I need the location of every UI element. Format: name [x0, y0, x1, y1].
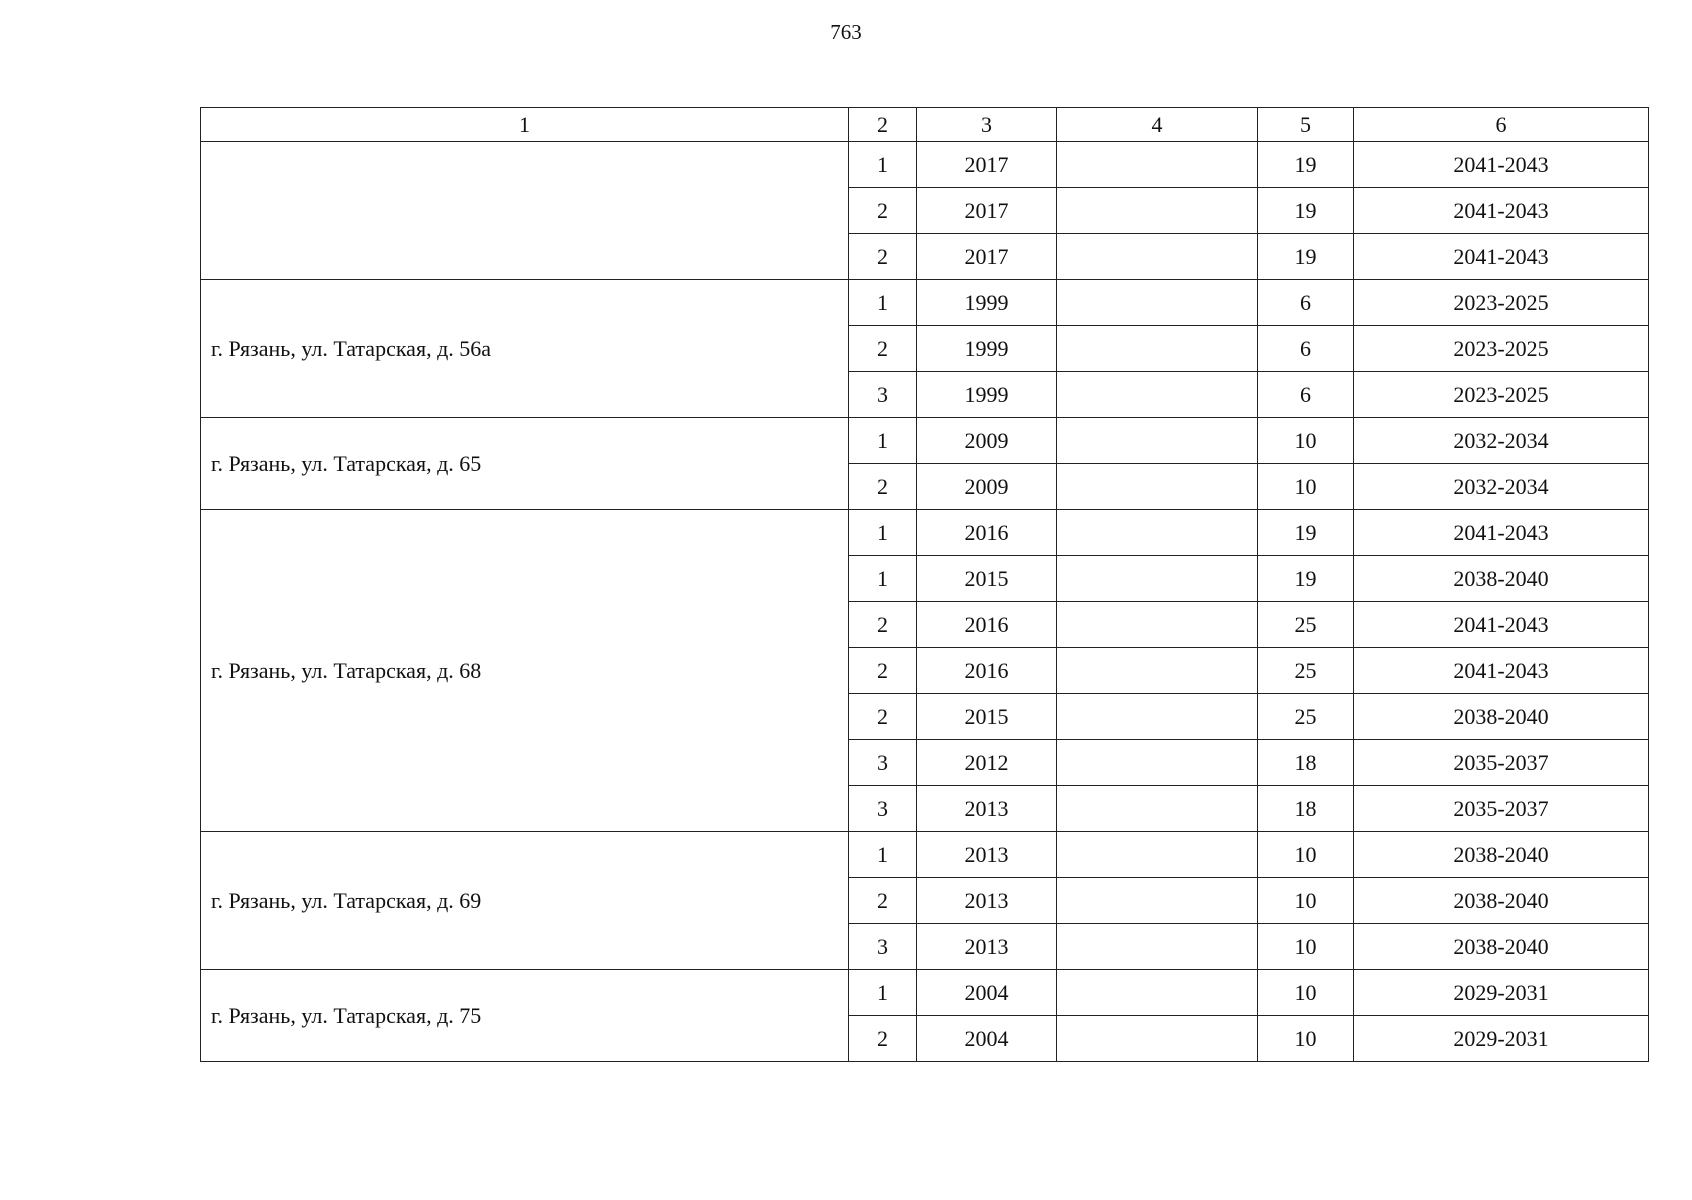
floor-cell: 1 — [849, 418, 917, 464]
value-cell: 19 — [1258, 188, 1354, 234]
year-cell: 2015 — [917, 556, 1057, 602]
year-cell: 2009 — [917, 464, 1057, 510]
period-cell: 2041-2043 — [1354, 142, 1649, 188]
year-cell: 2016 — [917, 602, 1057, 648]
period-cell: 2032-2034 — [1354, 464, 1649, 510]
col4-cell — [1057, 1016, 1258, 1062]
value-cell: 10 — [1258, 464, 1354, 510]
year-cell: 2004 — [917, 1016, 1057, 1062]
period-cell: 2035-2037 — [1354, 740, 1649, 786]
period-cell: 2038-2040 — [1354, 694, 1649, 740]
year-cell: 2013 — [917, 878, 1057, 924]
floor-cell: 3 — [849, 786, 917, 832]
table-row — [201, 832, 1649, 878]
year-cell: 1999 — [917, 326, 1057, 372]
column-header-1: 1 — [201, 108, 849, 142]
value-cell: 10 — [1258, 878, 1354, 924]
value-cell: 25 — [1258, 602, 1354, 648]
value-cell: 10 — [1258, 418, 1354, 464]
year-cell: 2016 — [917, 510, 1057, 556]
col4-cell — [1057, 970, 1258, 1016]
value-cell: 10 — [1258, 924, 1354, 970]
floor-cell: 1 — [849, 142, 917, 188]
value-cell: 19 — [1258, 510, 1354, 556]
address-cell: г. Рязань, ул. Татарская, д. 65 — [201, 418, 849, 510]
col4-cell — [1057, 556, 1258, 602]
period-cell: 2023-2025 — [1354, 326, 1649, 372]
floor-cell: 3 — [849, 372, 917, 418]
table-row — [201, 142, 1649, 188]
col4-cell — [1057, 878, 1258, 924]
year-cell: 1999 — [917, 372, 1057, 418]
col4-cell — [1057, 832, 1258, 878]
period-cell: 2041-2043 — [1354, 188, 1649, 234]
year-cell: 2013 — [917, 924, 1057, 970]
year-cell: 2015 — [917, 694, 1057, 740]
value-cell: 10 — [1258, 832, 1354, 878]
year-cell: 2017 — [917, 142, 1057, 188]
col4-cell — [1057, 280, 1258, 326]
value-cell: 19 — [1258, 556, 1354, 602]
year-cell: 2013 — [917, 832, 1057, 878]
year-cell: 2017 — [917, 188, 1057, 234]
floor-cell: 1 — [849, 970, 917, 1016]
floor-cell: 2 — [849, 234, 917, 280]
floor-cell: 2 — [849, 878, 917, 924]
period-cell: 2023-2025 — [1354, 280, 1649, 326]
col4-cell — [1057, 188, 1258, 234]
table-row — [201, 280, 1649, 326]
year-cell: 2013 — [917, 786, 1057, 832]
value-cell: 19 — [1258, 142, 1354, 188]
address-cell — [201, 142, 849, 280]
floor-cell: 1 — [849, 832, 917, 878]
col4-cell — [1057, 142, 1258, 188]
value-cell: 6 — [1258, 372, 1354, 418]
floor-cell: 2 — [849, 602, 917, 648]
value-cell: 25 — [1258, 648, 1354, 694]
col4-cell — [1057, 694, 1258, 740]
period-cell: 2038-2040 — [1354, 556, 1649, 602]
address-cell: г. Рязань, ул. Татарская, д. 68 — [201, 510, 849, 832]
col4-cell — [1057, 234, 1258, 280]
value-cell: 10 — [1258, 970, 1354, 1016]
floor-cell: 2 — [849, 1016, 917, 1062]
value-cell: 19 — [1258, 234, 1354, 280]
table-row — [201, 510, 1649, 556]
floor-cell: 3 — [849, 740, 917, 786]
column-header-2: 2 — [849, 108, 917, 142]
value-cell: 18 — [1258, 740, 1354, 786]
period-cell: 2032-2034 — [1354, 418, 1649, 464]
column-header-6: 6 — [1354, 108, 1649, 142]
period-cell: 2038-2040 — [1354, 924, 1649, 970]
header-row — [201, 108, 1649, 142]
period-cell: 2038-2040 — [1354, 878, 1649, 924]
col4-cell — [1057, 510, 1258, 556]
floor-cell: 1 — [849, 556, 917, 602]
table-row — [201, 970, 1649, 1016]
address-cell: г. Рязань, ул. Татарская, д. 69 — [201, 832, 849, 970]
column-header-4: 4 — [1057, 108, 1258, 142]
col4-cell — [1057, 924, 1258, 970]
table-row — [201, 418, 1649, 464]
col4-cell — [1057, 464, 1258, 510]
floor-cell: 2 — [849, 464, 917, 510]
page-number: 763 — [830, 20, 862, 44]
table-body — [201, 142, 1649, 1062]
col4-cell — [1057, 786, 1258, 832]
col4-cell — [1057, 418, 1258, 464]
col4-cell — [1057, 602, 1258, 648]
period-cell: 2029-2031 — [1354, 1016, 1649, 1062]
year-cell: 2009 — [917, 418, 1057, 464]
floor-cell: 1 — [849, 510, 917, 556]
period-cell: 2023-2025 — [1354, 372, 1649, 418]
period-cell: 2041-2043 — [1354, 648, 1649, 694]
floor-cell: 2 — [849, 188, 917, 234]
column-header-5: 5 — [1258, 108, 1354, 142]
year-cell: 2012 — [917, 740, 1057, 786]
period-cell: 2035-2037 — [1354, 786, 1649, 832]
col4-cell — [1057, 372, 1258, 418]
floor-cell: 2 — [849, 694, 917, 740]
value-cell: 25 — [1258, 694, 1354, 740]
floor-cell: 3 — [849, 924, 917, 970]
address-cell: г. Рязань, ул. Татарская, д. 56а — [201, 280, 849, 418]
floor-cell: 2 — [849, 648, 917, 694]
period-cell: 2029-2031 — [1354, 970, 1649, 1016]
year-cell: 2004 — [917, 970, 1057, 1016]
floor-cell: 2 — [849, 326, 917, 372]
year-cell: 2017 — [917, 234, 1057, 280]
period-cell: 2038-2040 — [1354, 832, 1649, 878]
period-cell: 2041-2043 — [1354, 234, 1649, 280]
address-cell: г. Рязань, ул. Татарская, д. 75 — [201, 970, 849, 1062]
value-cell: 6 — [1258, 326, 1354, 372]
value-cell: 18 — [1258, 786, 1354, 832]
col4-cell — [1057, 648, 1258, 694]
year-cell: 1999 — [917, 280, 1057, 326]
year-cell: 2016 — [917, 648, 1057, 694]
period-cell: 2041-2043 — [1354, 602, 1649, 648]
floor-cell: 1 — [849, 280, 917, 326]
period-cell: 2041-2043 — [1354, 510, 1649, 556]
value-cell: 6 — [1258, 280, 1354, 326]
column-header-3: 3 — [917, 108, 1057, 142]
col4-cell — [1057, 326, 1258, 372]
data-table — [200, 107, 1649, 1062]
value-cell: 10 — [1258, 1016, 1354, 1062]
col4-cell — [1057, 740, 1258, 786]
